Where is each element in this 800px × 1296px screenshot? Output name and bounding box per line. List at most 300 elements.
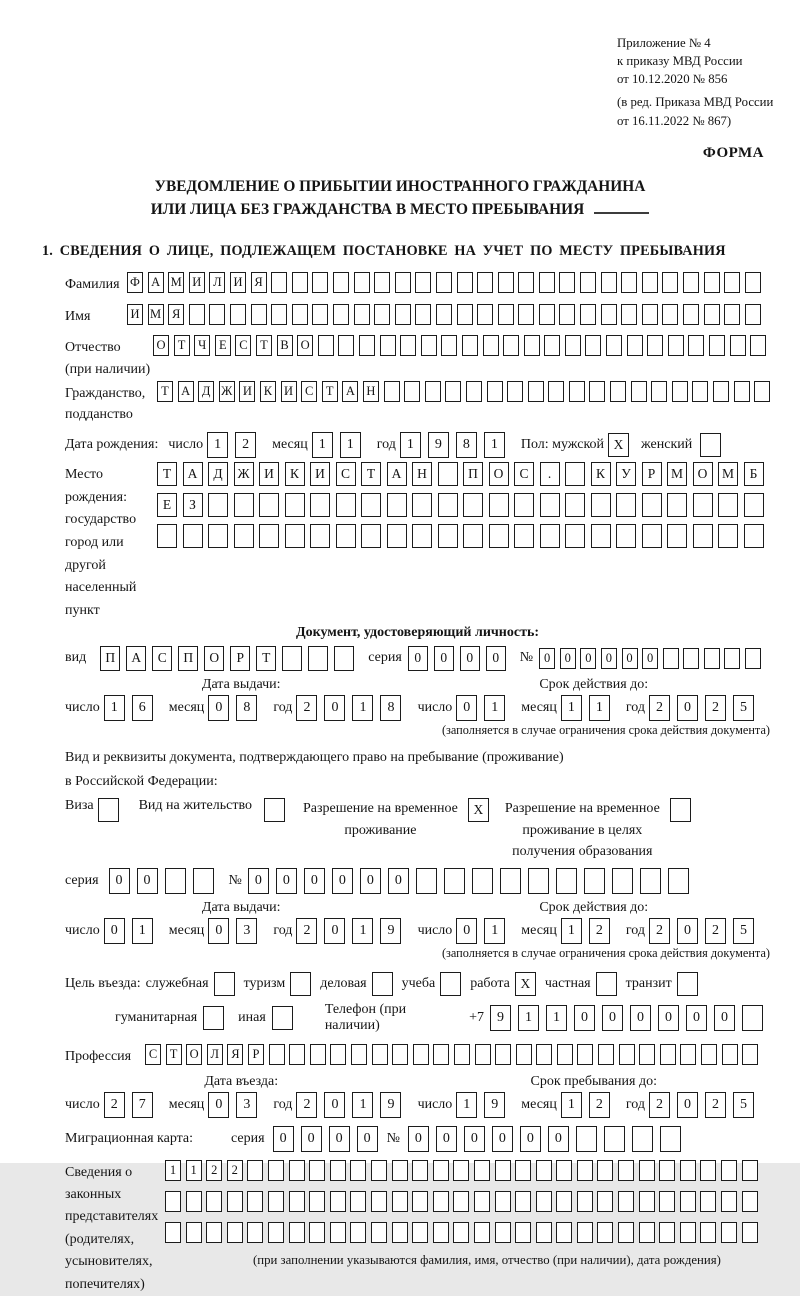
char-cell[interactable]: Л	[209, 272, 225, 293]
char-cell[interactable]	[412, 524, 432, 548]
char-cell[interactable]	[227, 1222, 243, 1243]
char-cell[interactable]	[189, 304, 205, 325]
char-cell[interactable]	[692, 381, 708, 402]
char-cell[interactable]: 9	[428, 432, 449, 458]
char-cell[interactable]: А	[178, 381, 194, 402]
char-cell[interactable]: 3	[236, 1092, 257, 1118]
char-cell[interactable]	[597, 1191, 613, 1212]
char-cell[interactable]: 1	[352, 918, 373, 944]
char-cell[interactable]	[667, 524, 687, 548]
char-cell[interactable]: Т	[157, 381, 173, 402]
checkbox-purpose-business[interactable]	[372, 972, 393, 996]
char-cell[interactable]	[463, 524, 483, 548]
char-cell[interactable]	[700, 1222, 716, 1243]
char-cell[interactable]	[718, 493, 738, 517]
checkbox-visa[interactable]	[98, 798, 119, 822]
char-cell[interactable]	[742, 1222, 758, 1243]
char-cell[interactable]	[209, 304, 225, 325]
char-cell[interactable]: 0	[434, 646, 454, 671]
char-cell[interactable]: 0	[486, 646, 506, 671]
char-cell[interactable]	[400, 335, 416, 356]
char-cell[interactable]: П	[178, 646, 198, 671]
char-cell[interactable]	[524, 335, 540, 356]
char-cell[interactable]: Р	[642, 462, 662, 486]
char-cell[interactable]	[230, 304, 246, 325]
char-cell[interactable]: С	[152, 646, 172, 671]
char-cell[interactable]: Ж	[219, 381, 235, 402]
char-cell[interactable]: 0	[677, 1092, 698, 1118]
char-cell[interactable]	[604, 1126, 625, 1152]
checkbox-female[interactable]	[700, 433, 721, 457]
char-cell[interactable]	[642, 304, 658, 325]
char-cell[interactable]	[475, 1044, 491, 1065]
char-cell[interactable]	[483, 335, 499, 356]
char-cell[interactable]: Т	[256, 335, 272, 356]
char-cell[interactable]: 1	[484, 432, 505, 458]
checkbox-purpose-work[interactable]: X	[515, 972, 536, 996]
char-cell[interactable]	[610, 381, 626, 402]
char-cell[interactable]	[507, 381, 523, 402]
char-cell[interactable]	[247, 1222, 263, 1243]
char-cell[interactable]	[165, 1222, 181, 1243]
char-cell[interactable]	[569, 381, 585, 402]
char-cell[interactable]	[438, 462, 458, 486]
char-cell[interactable]	[601, 304, 617, 325]
char-cell[interactable]: И	[127, 304, 143, 325]
char-cell[interactable]: 8	[236, 695, 257, 721]
char-cell[interactable]	[206, 1191, 222, 1212]
char-cell[interactable]: А	[387, 462, 407, 486]
char-cell[interactable]	[539, 304, 555, 325]
char-cell[interactable]: Я	[168, 304, 184, 325]
char-cell[interactable]	[438, 524, 458, 548]
char-cell[interactable]: 1	[561, 918, 582, 944]
char-cell[interactable]: 9	[490, 1005, 511, 1031]
char-cell[interactable]: Ф	[127, 272, 143, 293]
char-cell[interactable]: И	[281, 381, 297, 402]
char-cell[interactable]	[392, 1191, 408, 1212]
char-cell[interactable]	[651, 381, 667, 402]
char-cell[interactable]	[193, 868, 214, 894]
char-cell[interactable]	[557, 1044, 573, 1065]
char-cell[interactable]	[498, 304, 514, 325]
char-cell[interactable]	[724, 304, 740, 325]
char-cell[interactable]	[433, 1191, 449, 1212]
char-cell[interactable]: 0	[304, 868, 325, 894]
char-cell[interactable]	[721, 1160, 737, 1181]
char-cell[interactable]: 1	[207, 432, 228, 458]
char-cell[interactable]: 0	[464, 1126, 485, 1152]
char-cell[interactable]: Д	[208, 462, 228, 486]
char-cell[interactable]	[683, 272, 699, 293]
char-cell[interactable]	[544, 335, 560, 356]
char-cell[interactable]	[640, 868, 661, 894]
char-cell[interactable]	[165, 868, 186, 894]
char-cell[interactable]	[672, 381, 688, 402]
char-cell[interactable]: 0	[456, 695, 477, 721]
char-cell[interactable]: 1	[340, 432, 361, 458]
char-cell[interactable]	[309, 1222, 325, 1243]
char-cell[interactable]	[724, 648, 740, 669]
char-cell[interactable]: 0	[601, 648, 617, 669]
char-cell[interactable]	[642, 493, 662, 517]
char-cell[interactable]	[724, 272, 740, 293]
char-cell[interactable]: 0	[492, 1126, 513, 1152]
char-cell[interactable]	[333, 272, 349, 293]
char-cell[interactable]: 9	[380, 918, 401, 944]
checkbox-residence-permit[interactable]	[264, 798, 285, 822]
char-cell[interactable]	[310, 524, 330, 548]
char-cell[interactable]	[165, 1191, 181, 1212]
char-cell[interactable]: 1	[484, 918, 505, 944]
checkbox-purpose-tourism[interactable]	[290, 972, 311, 996]
char-cell[interactable]	[312, 272, 328, 293]
char-cell[interactable]	[515, 1222, 531, 1243]
char-cell[interactable]: Я	[251, 272, 267, 293]
char-cell[interactable]	[227, 1191, 243, 1212]
char-cell[interactable]	[597, 1222, 613, 1243]
char-cell[interactable]	[489, 524, 509, 548]
char-cell[interactable]	[498, 272, 514, 293]
char-cell[interactable]: 0	[329, 1126, 350, 1152]
char-cell[interactable]	[271, 304, 287, 325]
char-cell[interactable]	[616, 493, 636, 517]
char-cell[interactable]: 0	[436, 1126, 457, 1152]
char-cell[interactable]	[361, 493, 381, 517]
char-cell[interactable]: П	[463, 462, 483, 486]
char-cell[interactable]: Е	[215, 335, 231, 356]
char-cell[interactable]	[536, 1160, 552, 1181]
char-cell[interactable]	[318, 335, 334, 356]
char-cell[interactable]	[559, 304, 575, 325]
char-cell[interactable]	[416, 868, 437, 894]
char-cell[interactable]	[580, 304, 596, 325]
char-cell[interactable]	[577, 1222, 593, 1243]
char-cell[interactable]: 0	[622, 648, 638, 669]
char-cell[interactable]: 0	[658, 1005, 679, 1031]
char-cell[interactable]	[259, 493, 279, 517]
char-cell[interactable]	[183, 524, 203, 548]
char-cell[interactable]	[668, 868, 689, 894]
char-cell[interactable]	[310, 1044, 326, 1065]
char-cell[interactable]	[565, 524, 585, 548]
char-cell[interactable]	[387, 493, 407, 517]
char-cell[interactable]: 1	[165, 1160, 181, 1181]
char-cell[interactable]	[589, 381, 605, 402]
char-cell[interactable]	[292, 272, 308, 293]
char-cell[interactable]	[433, 1222, 449, 1243]
char-cell[interactable]: С	[235, 335, 251, 356]
char-cell[interactable]: 0	[642, 648, 658, 669]
char-cell[interactable]: В	[277, 335, 293, 356]
char-cell[interactable]: А	[148, 272, 164, 293]
char-cell[interactable]: 0	[208, 695, 229, 721]
char-cell[interactable]	[330, 1191, 346, 1212]
char-cell[interactable]	[392, 1222, 408, 1243]
char-cell[interactable]	[247, 1191, 263, 1212]
char-cell[interactable]	[742, 1044, 758, 1065]
char-cell[interactable]	[536, 1044, 552, 1065]
char-cell[interactable]	[683, 648, 699, 669]
char-cell[interactable]	[577, 1160, 593, 1181]
char-cell[interactable]	[667, 493, 687, 517]
char-cell[interactable]: М	[168, 272, 184, 293]
char-cell[interactable]	[466, 381, 482, 402]
char-cell[interactable]	[539, 272, 555, 293]
char-cell[interactable]	[206, 1222, 222, 1243]
char-cell[interactable]: 2	[296, 1092, 317, 1118]
char-cell[interactable]: Е	[157, 493, 177, 517]
char-cell[interactable]: Н	[363, 381, 379, 402]
char-cell[interactable]: 2	[589, 1092, 610, 1118]
char-cell[interactable]	[384, 381, 400, 402]
char-cell[interactable]	[518, 304, 534, 325]
char-cell[interactable]: С	[514, 462, 534, 486]
char-cell[interactable]	[247, 1160, 263, 1181]
char-cell[interactable]: Т	[361, 462, 381, 486]
char-cell[interactable]: Р	[248, 1044, 264, 1065]
char-cell[interactable]	[663, 648, 679, 669]
char-cell[interactable]	[392, 1044, 408, 1065]
char-cell[interactable]	[503, 335, 519, 356]
char-cell[interactable]	[742, 1005, 763, 1031]
char-cell[interactable]: С	[336, 462, 356, 486]
char-cell[interactable]: А	[342, 381, 358, 402]
char-cell[interactable]: 0	[630, 1005, 651, 1031]
char-cell[interactable]: М	[667, 462, 687, 486]
char-cell[interactable]: 1	[352, 695, 373, 721]
char-cell[interactable]	[559, 272, 575, 293]
char-cell[interactable]	[518, 272, 534, 293]
char-cell[interactable]: 1	[484, 695, 505, 721]
char-cell[interactable]	[489, 493, 509, 517]
char-cell[interactable]	[351, 1044, 367, 1065]
char-cell[interactable]	[415, 272, 431, 293]
char-cell[interactable]: З	[183, 493, 203, 517]
char-cell[interactable]	[576, 1126, 597, 1152]
char-cell[interactable]	[745, 648, 761, 669]
char-cell[interactable]	[718, 524, 738, 548]
char-cell[interactable]	[412, 1191, 428, 1212]
char-cell[interactable]	[334, 646, 354, 671]
char-cell[interactable]: 2	[296, 918, 317, 944]
char-cell[interactable]: 0	[137, 868, 158, 894]
char-cell[interactable]	[454, 1044, 470, 1065]
char-cell[interactable]: 2	[227, 1160, 243, 1181]
char-cell[interactable]: 1	[546, 1005, 567, 1031]
char-cell[interactable]	[336, 493, 356, 517]
char-cell[interactable]	[412, 1160, 428, 1181]
char-cell[interactable]: Б	[744, 462, 764, 486]
char-cell[interactable]: 0	[520, 1126, 541, 1152]
char-cell[interactable]	[436, 272, 452, 293]
char-cell[interactable]	[548, 381, 564, 402]
char-cell[interactable]	[338, 335, 354, 356]
char-cell[interactable]	[639, 1222, 655, 1243]
char-cell[interactable]	[577, 1044, 593, 1065]
char-cell[interactable]: 0	[560, 648, 576, 669]
char-cell[interactable]	[372, 1044, 388, 1065]
char-cell[interactable]: Т	[166, 1044, 182, 1065]
char-cell[interactable]	[445, 381, 461, 402]
char-cell[interactable]: У	[616, 462, 636, 486]
char-cell[interactable]: 0	[332, 868, 353, 894]
char-cell[interactable]	[639, 1191, 655, 1212]
char-cell[interactable]	[742, 1191, 758, 1212]
char-cell[interactable]	[374, 272, 390, 293]
char-cell[interactable]	[361, 524, 381, 548]
char-cell[interactable]: О	[693, 462, 713, 486]
char-cell[interactable]	[606, 335, 622, 356]
char-cell[interactable]	[412, 1222, 428, 1243]
char-cell[interactable]	[268, 1160, 284, 1181]
char-cell[interactable]: Т	[174, 335, 190, 356]
char-cell[interactable]: Т	[157, 462, 177, 486]
char-cell[interactable]	[556, 868, 577, 894]
char-cell[interactable]	[639, 1044, 655, 1065]
char-cell[interactable]: 0	[460, 646, 480, 671]
char-cell[interactable]: 0	[360, 868, 381, 894]
char-cell[interactable]: 9	[380, 1092, 401, 1118]
char-cell[interactable]	[556, 1222, 572, 1243]
checkbox-purpose-official[interactable]	[214, 972, 235, 996]
char-cell[interactable]	[618, 1222, 634, 1243]
char-cell[interactable]	[704, 304, 720, 325]
char-cell[interactable]	[269, 1044, 285, 1065]
char-cell[interactable]	[371, 1222, 387, 1243]
char-cell[interactable]	[540, 524, 560, 548]
char-cell[interactable]: 0	[248, 868, 269, 894]
char-cell[interactable]	[234, 524, 254, 548]
char-cell[interactable]: О	[297, 335, 313, 356]
char-cell[interactable]	[619, 1044, 635, 1065]
char-cell[interactable]: Н	[412, 462, 432, 486]
char-cell[interactable]: 0	[602, 1005, 623, 1031]
char-cell[interactable]	[268, 1191, 284, 1212]
char-cell[interactable]	[457, 304, 473, 325]
char-cell[interactable]	[433, 1160, 449, 1181]
char-cell[interactable]: 1	[132, 918, 153, 944]
char-cell[interactable]: И	[239, 381, 255, 402]
char-cell[interactable]	[680, 1044, 696, 1065]
char-cell[interactable]	[540, 493, 560, 517]
char-cell[interactable]	[474, 1222, 490, 1243]
char-cell[interactable]: 1	[561, 695, 582, 721]
char-cell[interactable]: 0	[208, 918, 229, 944]
char-cell[interactable]: 0	[714, 1005, 735, 1031]
char-cell[interactable]	[371, 1191, 387, 1212]
char-cell[interactable]	[495, 1044, 511, 1065]
char-cell[interactable]: Ж	[234, 462, 254, 486]
char-cell[interactable]: 1	[561, 1092, 582, 1118]
char-cell[interactable]	[477, 304, 493, 325]
char-cell[interactable]: 5	[733, 695, 754, 721]
char-cell[interactable]	[472, 868, 493, 894]
char-cell[interactable]: 0	[276, 868, 297, 894]
char-cell[interactable]	[621, 272, 637, 293]
char-cell[interactable]	[310, 493, 330, 517]
char-cell[interactable]: 0	[324, 1092, 345, 1118]
char-cell[interactable]	[330, 1222, 346, 1243]
char-cell[interactable]	[515, 1160, 531, 1181]
char-cell[interactable]	[516, 1044, 532, 1065]
char-cell[interactable]: К	[285, 462, 305, 486]
char-cell[interactable]: 0	[580, 648, 596, 669]
char-cell[interactable]	[701, 1044, 717, 1065]
char-cell[interactable]	[487, 381, 503, 402]
char-cell[interactable]	[289, 1044, 305, 1065]
char-cell[interactable]	[395, 304, 411, 325]
char-cell[interactable]	[528, 381, 544, 402]
char-cell[interactable]: 5	[733, 918, 754, 944]
char-cell[interactable]: 0	[677, 918, 698, 944]
char-cell[interactable]	[680, 1222, 696, 1243]
char-cell[interactable]	[444, 868, 465, 894]
char-cell[interactable]	[601, 272, 617, 293]
char-cell[interactable]	[330, 1160, 346, 1181]
char-cell[interactable]: Д	[198, 381, 214, 402]
char-cell[interactable]	[404, 381, 420, 402]
char-cell[interactable]	[642, 524, 662, 548]
char-cell[interactable]	[580, 272, 596, 293]
char-cell[interactable]: Т	[322, 381, 338, 402]
char-cell[interactable]	[693, 493, 713, 517]
char-cell[interactable]	[515, 1191, 531, 1212]
char-cell[interactable]	[271, 272, 287, 293]
char-cell[interactable]	[721, 1222, 737, 1243]
char-cell[interactable]	[618, 1191, 634, 1212]
char-cell[interactable]	[536, 1191, 552, 1212]
char-cell[interactable]: Я	[227, 1044, 243, 1065]
char-cell[interactable]: 1	[400, 432, 421, 458]
char-cell[interactable]: И	[259, 462, 279, 486]
char-cell[interactable]	[359, 335, 375, 356]
char-cell[interactable]: 1	[186, 1160, 202, 1181]
char-cell[interactable]: 2	[649, 695, 670, 721]
char-cell[interactable]: 1	[352, 1092, 373, 1118]
char-cell[interactable]	[433, 1044, 449, 1065]
char-cell[interactable]	[350, 1222, 366, 1243]
char-cell[interactable]: 2	[104, 1092, 125, 1118]
char-cell[interactable]: 0	[686, 1005, 707, 1031]
char-cell[interactable]: И	[189, 272, 205, 293]
char-cell[interactable]	[208, 524, 228, 548]
char-cell[interactable]	[186, 1191, 202, 1212]
char-cell[interactable]	[598, 1044, 614, 1065]
char-cell[interactable]	[285, 524, 305, 548]
char-cell[interactable]	[453, 1191, 469, 1212]
char-cell[interactable]	[745, 272, 761, 293]
char-cell[interactable]: 1	[589, 695, 610, 721]
char-cell[interactable]	[632, 1126, 653, 1152]
char-cell[interactable]	[612, 868, 633, 894]
char-cell[interactable]: 0	[408, 1126, 429, 1152]
checkbox-purpose-humanitarian[interactable]	[203, 1006, 224, 1030]
char-cell[interactable]: 2	[705, 695, 726, 721]
checkbox-purpose-study[interactable]	[440, 972, 461, 996]
char-cell[interactable]	[565, 462, 585, 486]
char-cell[interactable]	[289, 1222, 305, 1243]
char-cell[interactable]	[742, 1160, 758, 1181]
char-cell[interactable]	[395, 272, 411, 293]
char-cell[interactable]	[704, 648, 720, 669]
char-cell[interactable]: 9	[484, 1092, 505, 1118]
char-cell[interactable]	[591, 493, 611, 517]
char-cell[interactable]: 1	[456, 1092, 477, 1118]
char-cell[interactable]: 0	[388, 868, 409, 894]
char-cell[interactable]	[350, 1160, 366, 1181]
char-cell[interactable]	[722, 1044, 738, 1065]
